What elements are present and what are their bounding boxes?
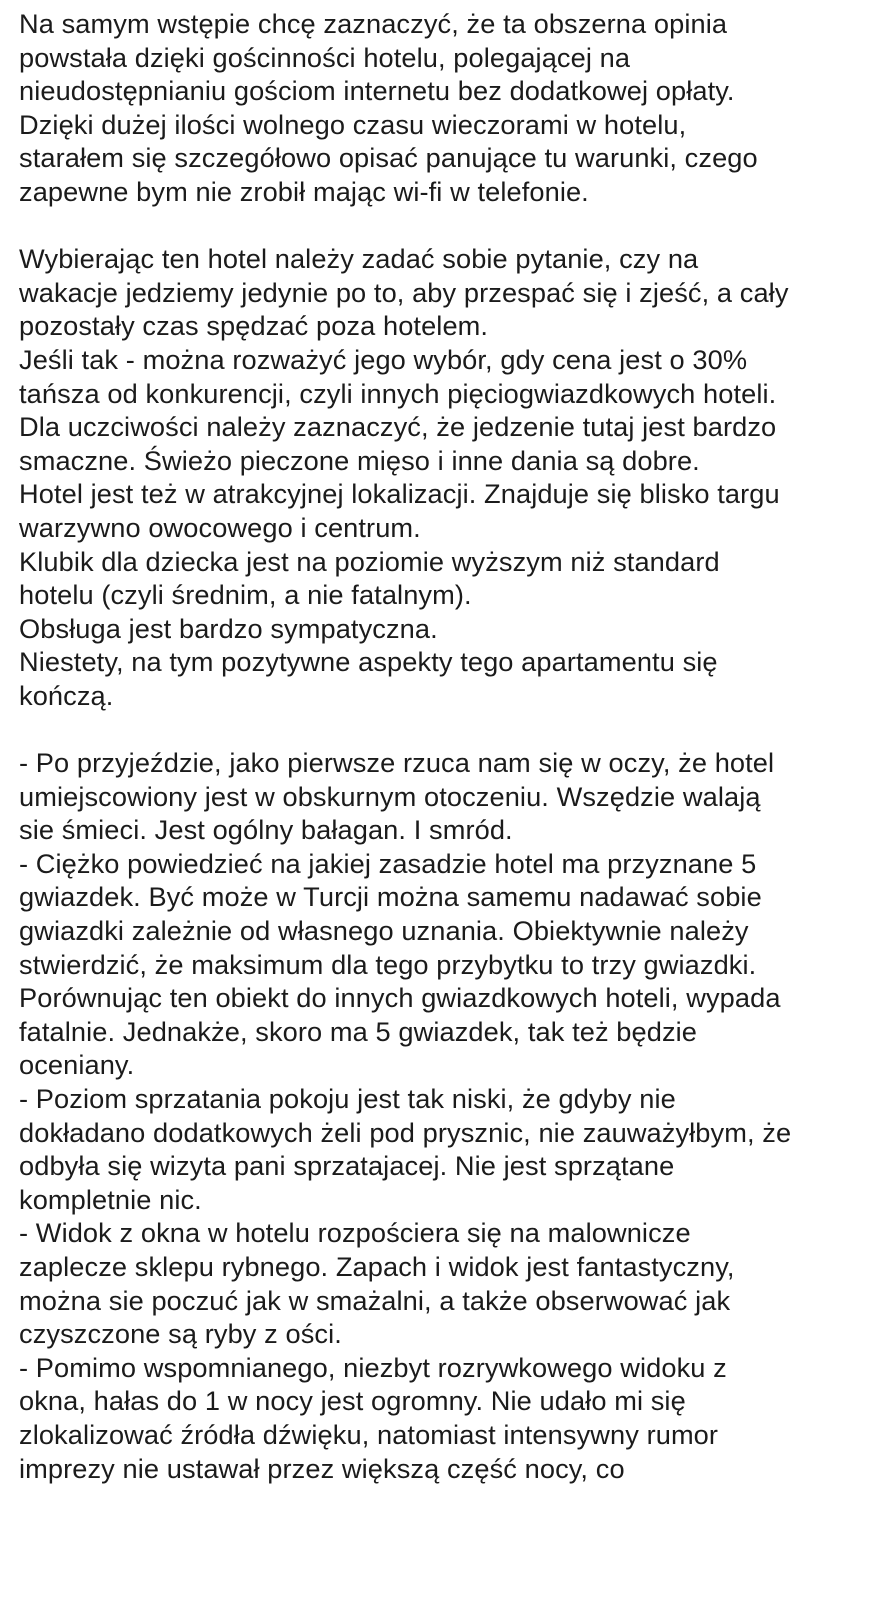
text-line: umiejscowiony jest w obskurnym otoczeniu. Wszędzie walają <box>19 780 761 812</box>
text-line: - Poziom sprzatania pokoju jest tak niski, że gdyby nie <box>19 1083 676 1114</box>
text-line: wakacje jedziemy jedynie po to, aby przespać się i zjeść, a cały <box>19 276 789 308</box>
text-line: gwiazdek. Być może w Turcji można samemu nadawać sobie <box>19 881 762 913</box>
text-line: - Po przyjeździe, jako pierwsze rzuca nam się w oczy, że hotel <box>19 747 775 779</box>
text-line: Na samym wstępie chcę zaznaczyć, że ta obszerna opinia <box>19 8 728 39</box>
text-line: imprezy nie ustawał przez większą część nocy, co <box>19 1452 625 1484</box>
text-line: Wybierając ten hotel należy zadać sobie pytanie, czy na <box>19 243 699 275</box>
text-line: zlokalizować źródła dźwięku, natomiast intensywny rumor <box>19 1418 719 1450</box>
text-line: starałem się szczegółowo opisać panujące tu warunki, czego <box>19 142 758 174</box>
text-line: nieudostępnianiu gościom internetu bez dodatkowej opłaty. <box>19 75 735 107</box>
text-line: Niestety, na tym pozytywne aspekty tego apartamentu się <box>19 646 718 678</box>
text-line: Obsługa jest bardzo sympatyczna. <box>19 612 438 644</box>
text-line: hotelu (czyli średnim, a nie fatalnym). <box>19 579 472 611</box>
text-line: sie śmieci. Jest ogólny bałagan. I smród. <box>19 814 513 846</box>
text-line: kompletnie nic. <box>19 1183 202 1215</box>
paragraph-gap <box>19 209 879 243</box>
text-line: pozostały czas spędzać poza hotelem. <box>19 310 489 342</box>
text-line: stwierdzić, że maksimum dla tego przybytku to trzy gwiazdki. <box>19 948 757 980</box>
text-line: okna, hałas do 1 w nocy jest ogromny. Nie udało mi się <box>19 1385 686 1417</box>
text-line: kończą. <box>19 679 114 711</box>
text-line: Dla uczciwości należy zaznaczyć, że jedzenie tutaj jest bardzo <box>19 411 777 443</box>
text-line: zaplecze sklepu rybnego. Zapach i widok jest fantastyczny, <box>19 1250 735 1282</box>
text-line: tańsza od konkurencji, czyli innych pięciogwiazdkowych hoteli. <box>19 377 777 409</box>
text-line: - Pomimo wspomnianego, niezbyt rozrywkowego widoku z <box>19 1351 727 1383</box>
text-line: smaczne. Świeżo pieczone mięso i inne dania są dobre. <box>19 444 700 476</box>
text-line: fatalnie. Jednakże, skoro ma 5 gwiazdek, tak też będzie <box>19 1015 698 1047</box>
paragraph-gap <box>19 712 879 746</box>
text-line: Dzięki dużej ilości wolnego czasu wieczorami w hotelu, <box>19 108 687 140</box>
review-text <box>19 7 879 1485</box>
text-line: czyszczone są ryby z ości. <box>19 1318 342 1350</box>
text-line: warzywno owocowego i centrum. <box>19 511 421 543</box>
text-line: dokładano dodatkowych żeli pod prysznic, nie zauważyłbym, że <box>19 1116 792 1148</box>
text-line: Hotel jest też w atrakcyjnej lokalizacji. Znajduje się blisko targu <box>19 478 780 510</box>
text-line: odbyła się wizyta pani sprzatajacej. Nie jest sprzątane <box>19 1150 675 1182</box>
text-line: powstała dzięki gościnności hotelu, polegającej na <box>19 41 631 73</box>
text-line: - Ciężko powiedzieć na jakiej zasadzie hotel ma przyznane 5 <box>19 847 757 879</box>
text-line: Klubik dla dziecka jest na poziomie wyższym niż standard <box>19 545 720 577</box>
text-line: Porównując ten obiekt do innych gwiazdkowych hoteli, wypada <box>19 982 781 1014</box>
text-line: można sie poczuć jak w smażalni, a także obserwować jak <box>19 1284 731 1316</box>
text-line: gwiazdki zależnie od własnego uznania. Obiektywnie należy <box>19 915 749 947</box>
text-line: oceniany. <box>19 1049 135 1081</box>
text-line: - Widok z okna w hotelu rozpościera się na malownicze <box>19 1217 691 1249</box>
text-line: zapewne bym nie zrobił mając wi-fi w telefonie. <box>19 175 589 207</box>
text-line: Jeśli tak - można rozważyć jego wybór, gdy cena jest o 30% <box>19 343 748 375</box>
paragraph-intro <box>19 7 879 209</box>
paragraph-pros <box>19 242 879 712</box>
paragraph-cons <box>19 746 879 1485</box>
